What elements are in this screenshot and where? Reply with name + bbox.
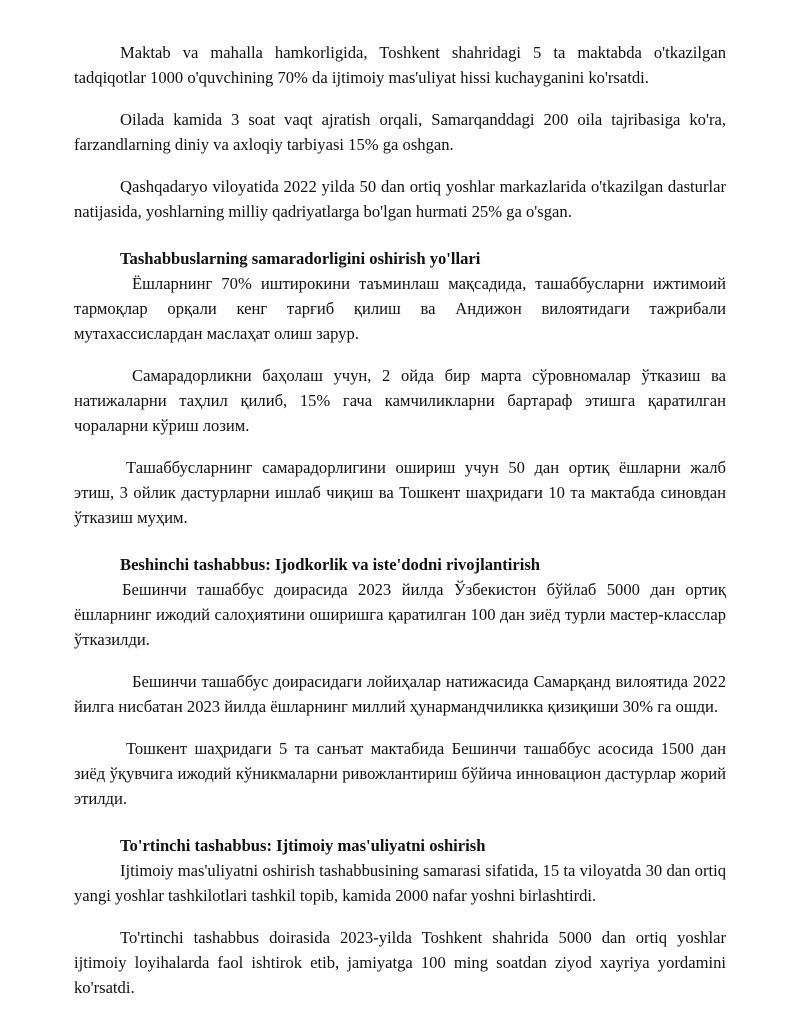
section-heading: Beshinchi tashabbus: Ijodkorlik va iste'dodni rivojlantirish xyxy=(120,555,541,574)
paragraph: Бешинчи ташаббус доирасидаги лойиҳалар натижасида Самарқанд вилоятида 2022 йилга нисбатан 2023 йилда ёшларнинг миллий ҳунармандчиликка қизиқиши 30% га ошди. xyxy=(74,672,726,716)
paragraph: Самарадорликни баҳолаш учун, 2 ойда бир марта сўровномалар ўтказиш ва натижаларни таҳлил қилиб, 15% гача камчиликларни бартараф этишга қаратилган чораларни кўриш лозим. xyxy=(74,366,726,435)
paragraph: Ёшларнинг 70% иштирокини таъминлаш мақсадида, ташаббусларни ижтимоий тармоқлар орқали кенг тарғиб қилиш ва Андижон вилоятидаги тажрибали мутахассислардан маслаҳат олиш зарур. xyxy=(74,274,726,343)
paragraph: Oilada kamida 3 soat vaqt ajratish orqali, Samarqanddagi 200 oila tajribasiga ko'ra, farzandlarning diniy va axloqiy tarbiyasi 15% ga oshgan. xyxy=(74,110,726,154)
paragraph: Maktab va mahalla hamkorligida, Toshkent shahridagi 5 ta maktabda o'tkazilgan tadqiqotlar 1000 o'quvchining 70% da ijtimoiy mas'uliyat hissi kuchayganini ko'rsatdi. xyxy=(74,43,726,87)
paragraph: Ijtimoiy mas'uliyatni oshirish tashabbusining samarasi sifatida, 15 ta viloyatda 30 dan ortiq yangi yoshlar tashkilotlari tashkil topib, kamida 2000 nafar yoshni birlashtirdi. xyxy=(74,861,726,905)
paragraph: Бешинчи ташаббус доирасида 2023 йилда Ўзбекистон бўйлаб 5000 дан ортиқ ёшларнинг ижодий салоҳиятини оширишга қаратилган 100 дан зиёд турли мастер-класслар ўтказилди. xyxy=(74,580,726,649)
document-page xyxy=(74,40,726,1017)
section-heading: Tashabbuslarning samaradorligini oshirish yo'llari xyxy=(120,249,481,268)
section-heading: To'rtinchi tashabbus: Ijtimoiy mas'uliyatni oshirish xyxy=(120,836,486,855)
paragraph: Тошкент шаҳридаги 5 та санъат мактабида Бешинчи ташаббус асосида 1500 дан зиёд ўқувчига ижодий кўникмаларни ривожлантириш бўйича инновацион дастурлар жорий этилди. xyxy=(74,739,726,808)
paragraph: Ташаббусларнинг самарадорлигини ошириш учун 50 дан ортиқ ёшларни жалб этиш, 3 ойлик дастурларни ишлаб чиқиш ва Тошкент шаҳридаги 10 та мактабда синовдан ўтказиш муҳим. xyxy=(74,458,726,527)
paragraph: Qashqadaryo viloyatida 2022 yilda 50 dan ortiq yoshlar markazlarida o'tkazilgan dasturlar natijasida, yoshlarning milliy qadriyatlarga bo'lgan hurmati 25% ga o'sgan. xyxy=(74,177,726,221)
paragraph: To'rtinchi tashabbus doirasida 2023-yilda Toshkent shahrida 5000 dan ortiq yoshlar ijtimoiy loyihalarda faol ishtirok etib, jamiyatga 100 ming soatdan ziyod xayriya yordamini ko'rsatdi. xyxy=(74,928,726,997)
